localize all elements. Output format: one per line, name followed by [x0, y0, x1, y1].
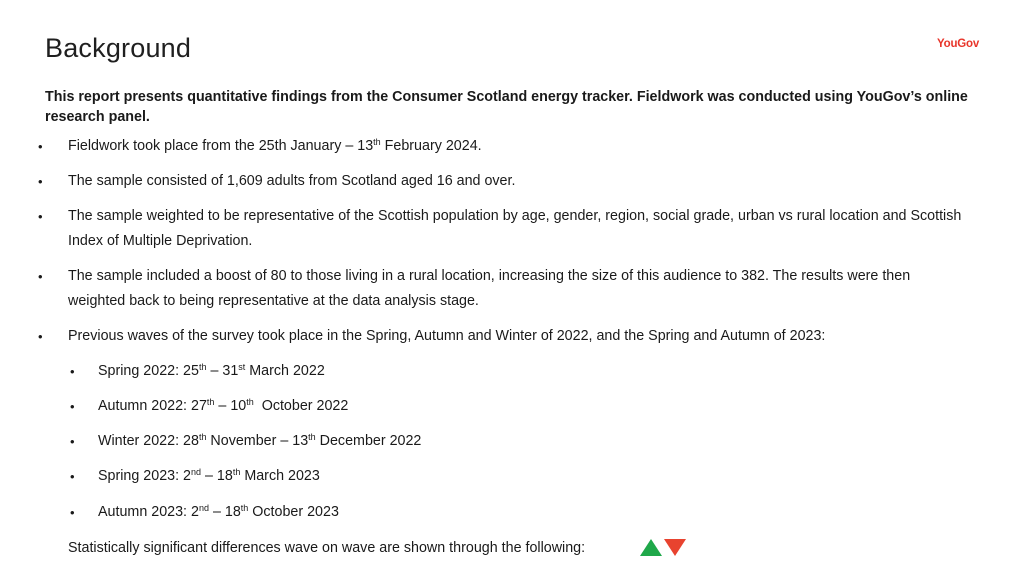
- ordinal-suffix: th: [206, 397, 215, 407]
- wave-text: Autumn 2023: 2: [98, 504, 199, 520]
- wave-text: Spring 2023: 2: [98, 468, 191, 484]
- triangle-up-icon: [640, 539, 662, 556]
- wave-text: November – 13: [206, 433, 309, 449]
- wave-text: October 2023: [248, 504, 339, 520]
- bullet-marker: •: [38, 174, 43, 189]
- bullet-marker: •: [70, 399, 75, 414]
- intro-text: This report presents quantitative findings from the Consumer Scotland energy tracker. Fieldwork was conducted using YouGov’s online research panel.: [45, 89, 968, 125]
- wave-text: – 10: [214, 398, 247, 414]
- ordinal-suffix: nd: [191, 467, 202, 477]
- bullet-marker: •: [70, 364, 75, 379]
- bullet-marker: •: [70, 434, 75, 449]
- fieldwork-text: Fieldwork took place from the 25th January – 13: [68, 138, 374, 154]
- wave-spring-2022: [98, 359, 898, 384]
- wave-text: – 18: [201, 468, 233, 484]
- ordinal-suffix: th: [198, 432, 207, 442]
- wave-text: March 2023: [240, 468, 320, 484]
- bullet-sample-size: The sample consisted of 1,609 adults from Scotland aged 16 and over.: [68, 173, 516, 189]
- wave-text: Autumn 2022: 27: [98, 398, 207, 414]
- bullet-marker: •: [38, 269, 43, 284]
- bullet-marker: •: [70, 469, 75, 484]
- wave-text: – 18: [208, 504, 241, 520]
- wave-spring-2023: [98, 464, 898, 489]
- ordinal-suffix: th: [373, 137, 381, 147]
- yougov-logo: YouGov: [937, 38, 980, 50]
- fieldwork-text-end: February 2024.: [380, 138, 482, 154]
- bullet-marker: •: [38, 209, 43, 224]
- wave-text: March 2022: [245, 363, 325, 379]
- ordinal-suffix: st: [238, 362, 246, 372]
- wave-text: October 2022: [253, 398, 349, 414]
- wave-autumn-2022: [98, 394, 898, 419]
- wave-text: December 2022: [315, 433, 422, 449]
- ordinal-suffix: th: [308, 432, 316, 442]
- ordinal-suffix: th: [246, 397, 254, 407]
- wave-text: Spring 2022: 25: [98, 363, 199, 379]
- ordinal-suffix: th: [232, 467, 241, 477]
- page-title: Background: [45, 33, 192, 63]
- significance-note: Statistically significant differences wave on wave are shown through the following:: [68, 540, 586, 556]
- significance-legend-icons: [640, 539, 686, 557]
- bullet-rural-boost: The sample included a boost of 80 to those living in a rural location, increasing the size of this audience to 382. The results were then weighted back to being representative at the data analysis stage.: [68, 268, 911, 309]
- ordinal-suffix: th: [198, 362, 207, 372]
- bullet-marker: •: [38, 329, 43, 344]
- wave-autumn-2023: [98, 500, 898, 525]
- triangle-down-icon: [664, 539, 686, 556]
- ordinal-suffix: nd: [198, 503, 209, 513]
- ordinal-suffix: th: [240, 503, 249, 513]
- wave-text: – 31: [206, 363, 239, 379]
- wave-text: Winter 2022: 28: [98, 433, 199, 449]
- bullet-previous-waves: Previous waves of the survey took place in the Spring, Autumn and Winter of 2022, and the Spring and Autumn of 2023:: [68, 328, 826, 344]
- bullet-marker: •: [38, 139, 43, 154]
- wave-winter-2022: [98, 429, 898, 454]
- bullet-fieldwork: [68, 134, 968, 159]
- bullet-marker: •: [70, 505, 75, 520]
- bullet-weighting: The sample weighted to be representative of the Scottish population by age, gender, region, social grade, urban vs rural location and Scottish Index of Multiple Deprivation.: [68, 208, 962, 249]
